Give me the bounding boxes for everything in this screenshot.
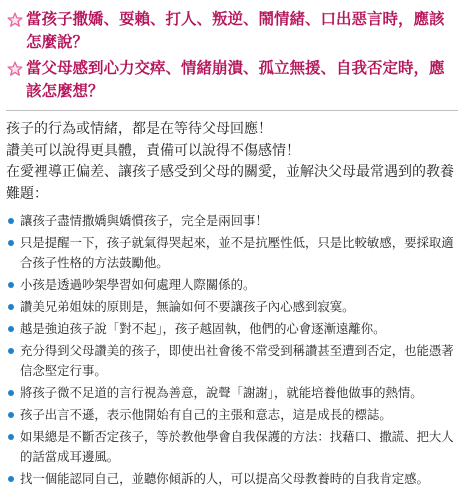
list-item — [6, 341, 458, 381]
bullet-dot-icon — [8, 304, 14, 310]
bullet-dot-icon — [8, 282, 14, 288]
list-item-text: 讚美兄弟姐妹的原則是，無論如何不要讓孩子內心感到寂寞。 — [20, 299, 355, 314]
list-item — [6, 427, 458, 467]
list-item — [6, 275, 458, 295]
question-text-1: 當孩子撒嬌、耍賴、打人、叛逆、鬧情緒、口出惡言時，應該怎麼說？ — [26, 10, 445, 51]
list-item — [6, 319, 458, 339]
bullet-dot-icon — [8, 326, 14, 332]
list-item-text: 小孩是透過吵架學習如何處理人際關係的。 — [20, 277, 256, 292]
bullet-dot-icon — [8, 476, 14, 482]
bullet-dot-icon — [8, 434, 14, 440]
tips-list — [6, 211, 458, 489]
divider — [6, 110, 458, 111]
list-item-text: 如果總是不斷否定孩子，等於教他學會自我保護的方法：找藉口、撒謊、把大人的話當成耳邊風。 — [20, 429, 454, 464]
bullet-dot-icon — [8, 348, 14, 354]
intro-line: 孩子的行為或情緒，都是在等待父母回應！ — [6, 121, 272, 137]
list-item-text: 孩子出言不遜，表示他開始有自己的主張和意志，這是成長的標誌。 — [20, 407, 392, 422]
intro-paragraph — [6, 119, 458, 205]
list-item-text: 充分得到父母讚美的孩子，即使出社會後不常受到稱讚甚至遭到否定，也能憑著信念堅定行事。 — [20, 343, 454, 378]
list-item — [6, 233, 458, 273]
bullet-dot-icon — [8, 390, 14, 396]
star-icon — [7, 12, 23, 28]
list-item — [6, 383, 458, 403]
star-icon — [7, 61, 23, 77]
list-item-text: 只是提醒一下，孩子就氣得哭起來，並不是抗壓性低，只是比較敏感，要採取適合孩子性格的方法鼓勵他。 — [20, 235, 454, 270]
list-item — [6, 405, 458, 425]
list-item-text: 找一個能認同自己，並聽你傾訴的人，可以提高父母教養時的自我肯定感。 — [20, 471, 429, 486]
list-item — [6, 211, 458, 231]
list-item — [6, 469, 458, 489]
question-heading-2 — [6, 57, 458, 103]
list-item-text: 讓孩子盡情撒嬌與嬌慣孩子，完全是兩回事！ — [20, 213, 268, 228]
intro-line: 在愛裡導正偏差、讓孩子感受到父母的關愛，並解決父母最常遇到的教養難題： — [6, 164, 454, 202]
list-item — [6, 297, 458, 317]
question-text-2: 當父母感到心力交瘁、情緒崩潰、孤立無援、自我否定時，應該怎麼想？ — [26, 59, 445, 100]
intro-line: 讚美可以說得更具體，責備可以說得不傷感情！ — [6, 142, 300, 159]
bullet-dot-icon — [8, 218, 14, 224]
question-heading-1 — [6, 8, 458, 54]
bullet-dot-icon — [8, 412, 14, 418]
list-item-text: 將孩子微不足道的言行視為善意，說聲「謝謝」，就能培養他做事的熱情。 — [20, 385, 423, 400]
list-item-text: 越是強迫孩子說「對不起」，孩子越固執，他們的心會逐漸遠離你。 — [20, 321, 386, 336]
bullet-dot-icon — [8, 240, 14, 246]
